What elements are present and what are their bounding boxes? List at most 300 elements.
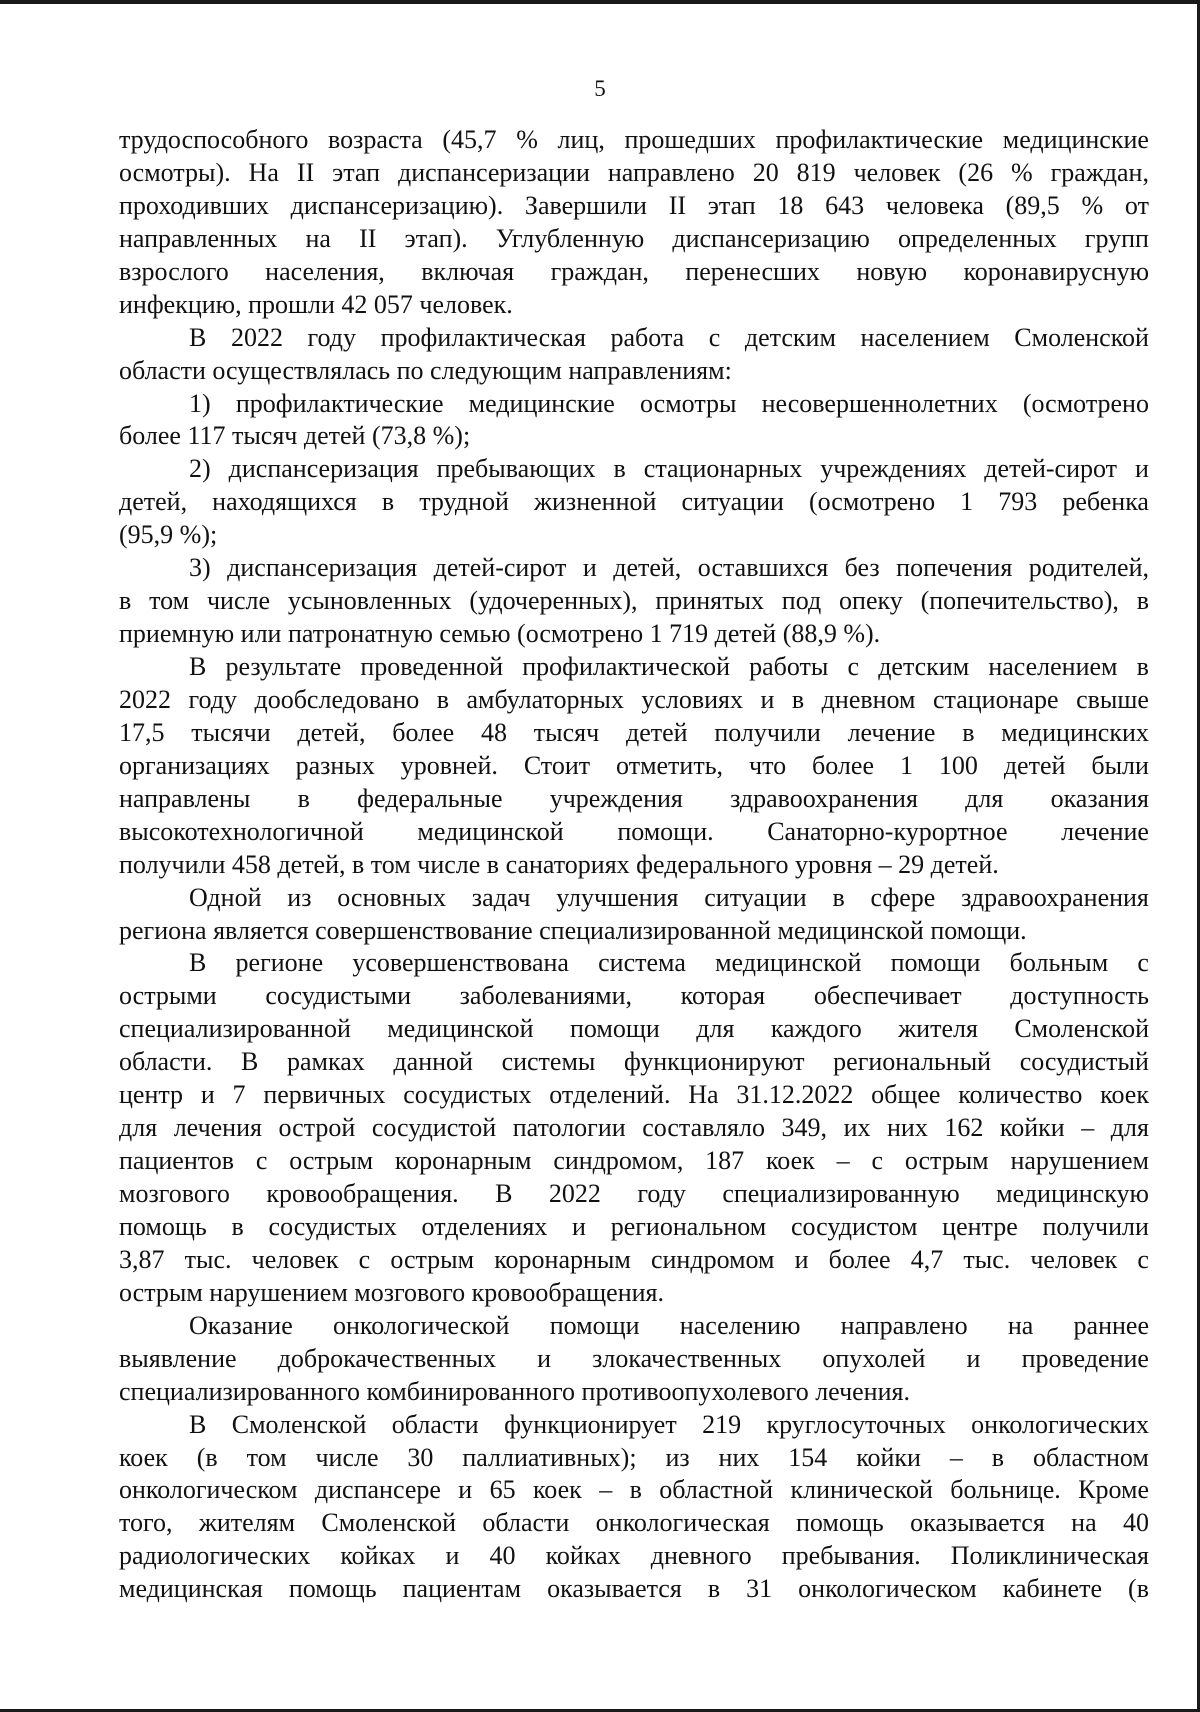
word: этап — [707, 190, 756, 220]
word: помощь — [119, 1211, 207, 1241]
text-line — [119, 1046, 1149, 1079]
word: в — [297, 783, 310, 813]
word: организациях — [119, 750, 270, 780]
word: оставшихся — [697, 553, 829, 583]
word: и — [582, 553, 597, 583]
word: Санаторно-курортное — [767, 816, 1008, 846]
word: и — [458, 1475, 473, 1505]
word: тысяч — [533, 717, 600, 747]
word: получили — [1042, 1211, 1149, 1241]
word: работы — [749, 652, 829, 681]
text-line — [119, 1540, 1149, 1573]
word: сфере — [870, 882, 936, 912]
word: паллиативных); — [462, 1442, 637, 1472]
word: проходивших — [119, 190, 269, 220]
word: этап — [332, 157, 381, 187]
word: в — [436, 684, 450, 714]
word: помощь — [796, 1508, 884, 1538]
word: II — [359, 223, 377, 253]
word: лиц, — [557, 125, 605, 154]
word: для — [1110, 1113, 1149, 1143]
word: лечение — [847, 717, 936, 747]
text-line — [119, 816, 1149, 849]
word: 65 — [489, 1475, 516, 1505]
word: с — [1137, 1244, 1149, 1274]
word: помощи — [890, 948, 981, 978]
word: коронарным — [494, 1244, 631, 1274]
word: региональном — [610, 1211, 767, 1241]
word: острыми — [119, 981, 217, 1011]
word: % — [1011, 157, 1033, 187]
text-line — [119, 223, 1149, 256]
text-line — [119, 1145, 1149, 1178]
word: улучшения — [556, 882, 679, 912]
word: 1 — [960, 487, 974, 517]
word: коек — [1100, 1080, 1149, 1110]
word: количество — [958, 1080, 1083, 1110]
word: (в — [196, 1442, 218, 1472]
word: медицинские — [1002, 125, 1149, 154]
word: проведение — [1021, 1343, 1149, 1373]
word: высокотехнологичной — [119, 816, 364, 846]
word: области — [391, 1409, 479, 1439]
word: возраста — [328, 125, 423, 154]
word: направлены — [119, 783, 251, 813]
word: пребывания. — [781, 1541, 921, 1571]
word: выявление — [119, 1343, 237, 1373]
word: медицинской — [715, 948, 862, 978]
text-line: более 117 тысяч детей (73,8 %); — [119, 421, 471, 451]
text-line: области осуществлялась по следующим направлениям: — [119, 355, 732, 385]
word: 100 — [938, 750, 978, 780]
word: каждого — [770, 1014, 862, 1044]
word: попечения — [896, 553, 1013, 583]
text-line — [119, 388, 1149, 421]
word: том — [246, 1442, 287, 1472]
word: родителей, — [1028, 553, 1149, 583]
word: онкологическом — [798, 1574, 977, 1604]
text-line — [119, 750, 1149, 783]
word: лечение — [1061, 816, 1149, 846]
word: на — [1071, 1508, 1097, 1538]
word: – — [949, 1442, 963, 1472]
word: В — [241, 1047, 259, 1077]
word: помощи — [549, 1310, 640, 1340]
word: и — [794, 1244, 809, 1274]
word: числе — [206, 586, 270, 616]
word: Кроме — [1078, 1475, 1149, 1505]
word: областном — [1032, 1442, 1149, 1472]
word: коек — [119, 1442, 168, 1472]
word: радиологических — [119, 1541, 311, 1571]
word: населением — [860, 322, 990, 352]
word: в — [381, 487, 395, 517]
word: ребенка — [1062, 487, 1149, 517]
word: пациентам — [402, 1574, 522, 1604]
word: с — [358, 1244, 371, 1274]
word: % — [1081, 190, 1104, 220]
word: в — [707, 1574, 721, 1604]
word: направлено — [840, 1310, 968, 1340]
word: 2022 — [548, 1179, 601, 1208]
word: Одной — [189, 882, 262, 912]
word: амбулаторных — [466, 684, 624, 714]
word: более — [812, 750, 874, 780]
word: центре — [942, 1211, 1018, 1241]
word: опеку — [839, 586, 903, 616]
word: диспансеризация — [228, 454, 419, 484]
word: детским — [744, 322, 836, 352]
word: коек — [533, 1475, 582, 1505]
text-line: получили 458 детей, в том числе в санаториях федерального уровня – 29 детей. — [119, 849, 999, 879]
word: 187 — [705, 1146, 745, 1176]
word: в — [613, 454, 626, 484]
word: онкологической — [332, 1310, 510, 1340]
word: уровней. — [400, 750, 498, 780]
word: для — [965, 783, 1004, 813]
word: помощи — [570, 1014, 660, 1044]
text-line: (95,9 %); — [119, 520, 218, 550]
word: койках — [340, 1541, 416, 1571]
word: более — [828, 1244, 891, 1274]
word: с — [871, 1146, 883, 1176]
text-line — [119, 882, 1149, 915]
word: функционирует — [504, 1409, 677, 1439]
word: (осмотрено — [808, 487, 936, 517]
text-line — [119, 1409, 1149, 1442]
word: – — [599, 1475, 613, 1505]
word: (попечительство), — [920, 586, 1119, 616]
word: сосудистой — [371, 1113, 497, 1143]
word: детей, — [297, 717, 366, 747]
word: региональный — [833, 1047, 992, 1077]
text-line — [119, 717, 1149, 750]
word: кабинете — [1002, 1574, 1102, 1604]
word: (удочеренных), — [469, 586, 638, 616]
document-body — [119, 124, 1149, 1606]
word: и — [572, 1211, 586, 1241]
word: 17,5 — [119, 717, 165, 747]
word: человек — [853, 157, 941, 187]
word: На — [248, 157, 279, 187]
word: прошедших — [624, 125, 756, 154]
word: (осмотрено — [1022, 388, 1149, 418]
word: койках — [545, 1541, 621, 1571]
word: онкологических — [971, 1409, 1149, 1439]
word: 1 — [899, 750, 913, 780]
word: диспансеризация — [227, 553, 418, 583]
word: острой — [278, 1113, 356, 1143]
word: человек — [251, 1244, 339, 1274]
word: регионе — [235, 948, 324, 978]
word: сосудистых — [403, 1080, 532, 1110]
text-line: специализированного комбинированного противоопухолевого лечения. — [119, 1376, 910, 1406]
word: взрослого — [119, 256, 229, 286]
word: областной — [659, 1475, 774, 1505]
text-line — [119, 157, 1149, 190]
word: для — [119, 1113, 158, 1143]
word: первичных — [263, 1080, 386, 1110]
word: В — [495, 1179, 513, 1208]
text-line: приемную или патронатную семью (осмотрено 1 719 детей (88,9 %). — [119, 619, 881, 649]
word: детей — [625, 717, 688, 747]
word: разных — [295, 750, 375, 780]
word: II — [668, 190, 687, 220]
word: 4,7 — [910, 1244, 944, 1274]
word: жизненной — [534, 487, 657, 517]
word: условиях — [641, 684, 744, 714]
word: (45,7 — [442, 125, 497, 154]
text-line — [119, 980, 1149, 1013]
word: заболеваниями, — [459, 981, 632, 1011]
word: данной — [393, 1047, 473, 1077]
text-line — [119, 1573, 1149, 1606]
word: том — [149, 586, 190, 616]
word: из — [665, 1442, 690, 1472]
word: 819 — [796, 157, 836, 187]
word: трудоспособного — [119, 125, 309, 154]
word: детским — [878, 652, 970, 681]
word: 349, — [781, 1113, 828, 1143]
text-line — [119, 783, 1149, 816]
word: задач — [471, 882, 531, 912]
word: с — [847, 652, 860, 681]
text-line — [119, 1474, 1149, 1507]
word: области. — [119, 1047, 213, 1077]
word: году — [307, 322, 357, 352]
word: рамках — [287, 1047, 365, 1077]
text-line — [119, 684, 1149, 717]
text-line — [119, 1079, 1149, 1112]
text-line — [119, 1343, 1149, 1376]
word: диспансеризацию — [672, 223, 870, 253]
text-line — [119, 1244, 1149, 1277]
word: 2022 — [119, 684, 171, 714]
word: осмотры). — [119, 157, 231, 187]
word: отделениях — [421, 1211, 548, 1241]
word: составляло — [642, 1113, 765, 1143]
word: году — [637, 1179, 686, 1208]
text-line: острым нарушением мозгового кровообращения. — [119, 1277, 664, 1307]
word: оказывается — [547, 1574, 682, 1604]
word: детей-сирот — [433, 553, 567, 583]
word: 30 — [407, 1442, 434, 1472]
word: коек — [765, 1146, 815, 1176]
word: дневном — [821, 684, 916, 714]
word: В — [189, 652, 207, 681]
word: сосудистый — [1019, 1047, 1149, 1077]
word: профилактические — [775, 125, 984, 154]
word: и — [200, 1080, 215, 1110]
word: основных — [337, 882, 447, 912]
word: профилактической — [522, 652, 730, 681]
word: больнице. — [950, 1475, 1061, 1505]
word: которая — [680, 981, 766, 1011]
word: области — [482, 1508, 570, 1538]
word: 1) — [189, 388, 211, 418]
word: нарушением — [1010, 1146, 1149, 1176]
word: 154 — [788, 1442, 828, 1472]
word: стационарных — [643, 454, 803, 484]
word: от — [1124, 190, 1149, 220]
text-line — [119, 1507, 1149, 1540]
word: человек — [1030, 1244, 1118, 1274]
word: профилактические — [235, 388, 444, 418]
word: патологии — [512, 1113, 626, 1143]
word: более — [392, 717, 455, 747]
word: населением — [988, 652, 1118, 681]
word: круглосуточных — [766, 1409, 946, 1439]
word: того, — [119, 1508, 173, 1538]
word: году — [188, 684, 237, 714]
text-line — [119, 124, 1149, 157]
text-line — [119, 651, 1149, 684]
word: человека — [885, 190, 984, 220]
word: трудной — [419, 487, 509, 517]
word: Смоленской — [231, 1409, 367, 1439]
text-line — [119, 453, 1149, 486]
word: и — [760, 684, 775, 714]
word: доброкачественных — [277, 1343, 496, 1373]
text-line: инфекцию, прошли 42 057 человек. — [119, 289, 513, 319]
text-line — [119, 1112, 1149, 1145]
word: в — [231, 1211, 244, 1241]
word: без — [844, 553, 880, 583]
word: учреждениях — [820, 454, 967, 484]
word: свыше — [1076, 684, 1149, 714]
word: 219 — [702, 1409, 742, 1439]
word: 7 — [232, 1080, 246, 1110]
word: (89,5 — [1005, 190, 1060, 220]
word: этап). — [404, 223, 468, 253]
word: больным — [1009, 948, 1109, 978]
word: функционируют — [624, 1047, 805, 1077]
word: пребывающих — [436, 454, 596, 484]
word: с — [708, 322, 721, 352]
word: центр — [119, 1080, 184, 1110]
word: мозгового — [119, 1179, 230, 1208]
word: осмотры — [640, 388, 737, 418]
word: 18 — [777, 190, 804, 220]
word: тысячи — [191, 717, 271, 747]
word: 643 — [825, 190, 865, 220]
word: работа — [610, 322, 685, 352]
word: в — [629, 1475, 642, 1505]
word: раннее — [1073, 1310, 1149, 1340]
word: жителям — [198, 1508, 296, 1538]
word: Поликлиническая — [950, 1541, 1149, 1571]
word: включая — [421, 256, 515, 286]
word: острым — [904, 1146, 989, 1176]
word: них — [718, 1442, 760, 1472]
word: диспансеризацию). — [290, 190, 504, 220]
word: специализированную — [722, 1179, 960, 1208]
word: отметить, — [616, 750, 724, 780]
word: получили — [714, 717, 821, 747]
word: федеральные — [357, 783, 503, 813]
word: их — [843, 1113, 871, 1143]
word: оказывается — [910, 1508, 1045, 1538]
word: койки — [856, 1442, 921, 1472]
word: под — [781, 586, 822, 616]
word: коронарным — [394, 1146, 532, 1176]
word: Смоленской — [1014, 322, 1149, 352]
word: них — [887, 1113, 928, 1143]
word: 3) — [189, 553, 211, 583]
word: групп — [1084, 223, 1149, 253]
word: пациентов — [119, 1146, 235, 1176]
word: Завершили — [524, 190, 647, 220]
word: медицинская — [119, 1574, 263, 1604]
word: общее — [871, 1080, 941, 1110]
word: диспансеризации — [397, 157, 590, 187]
word: 793 — [998, 487, 1038, 517]
word: В — [189, 948, 207, 978]
text-line — [119, 1442, 1149, 1475]
word: несовершеннолетних — [761, 388, 998, 418]
page-number: 5 — [594, 76, 606, 101]
word: направленных — [119, 223, 278, 253]
word: в — [832, 882, 845, 912]
word: числе — [315, 1442, 379, 1472]
word: сосудистыми — [265, 981, 411, 1011]
word: система — [598, 948, 686, 978]
word: 40 — [1122, 1508, 1149, 1538]
word: в — [962, 717, 975, 747]
word: и — [966, 1343, 981, 1373]
word: новую — [856, 256, 928, 286]
text-line — [119, 190, 1149, 223]
word: ситуации — [681, 487, 784, 517]
word: с — [255, 1146, 268, 1176]
word: сосудистых — [268, 1211, 397, 1241]
word: на — [305, 223, 331, 253]
word: в — [791, 684, 805, 714]
word: Стоит — [523, 750, 591, 780]
word: с — [1137, 948, 1149, 978]
word: острым — [390, 1244, 475, 1274]
word: 48 — [481, 717, 507, 747]
word: оказания — [1050, 783, 1149, 813]
word: опухолей — [822, 1343, 926, 1373]
page-border-top — [0, 0, 1200, 4]
word: онкологическая — [595, 1508, 770, 1538]
word: доступность — [1010, 981, 1149, 1011]
word: клинической — [790, 1475, 933, 1505]
word: детей, — [119, 487, 188, 517]
word: населению — [679, 1310, 801, 1340]
word: здравоохранения — [730, 783, 918, 813]
word: сосудистом — [790, 1211, 918, 1241]
word: коронавирусную — [963, 256, 1149, 286]
word: дневного — [650, 1541, 752, 1571]
word: кровообращения. — [266, 1179, 459, 1208]
word: злокачественных — [592, 1343, 782, 1373]
word: направлено — [607, 157, 735, 187]
word: медицинские — [468, 388, 615, 418]
word: и — [445, 1541, 460, 1571]
word: Смоленской — [321, 1508, 457, 1538]
word: ситуации — [704, 882, 807, 912]
word: принятых — [655, 586, 764, 616]
word: профилактическая — [380, 322, 586, 352]
word: здравоохранения — [961, 882, 1149, 912]
word: II — [296, 157, 315, 187]
word: усыновленных — [287, 586, 452, 616]
word: (26 — [958, 157, 994, 187]
word: граждан, — [550, 256, 649, 286]
word: 31.12.2022 — [736, 1080, 854, 1110]
